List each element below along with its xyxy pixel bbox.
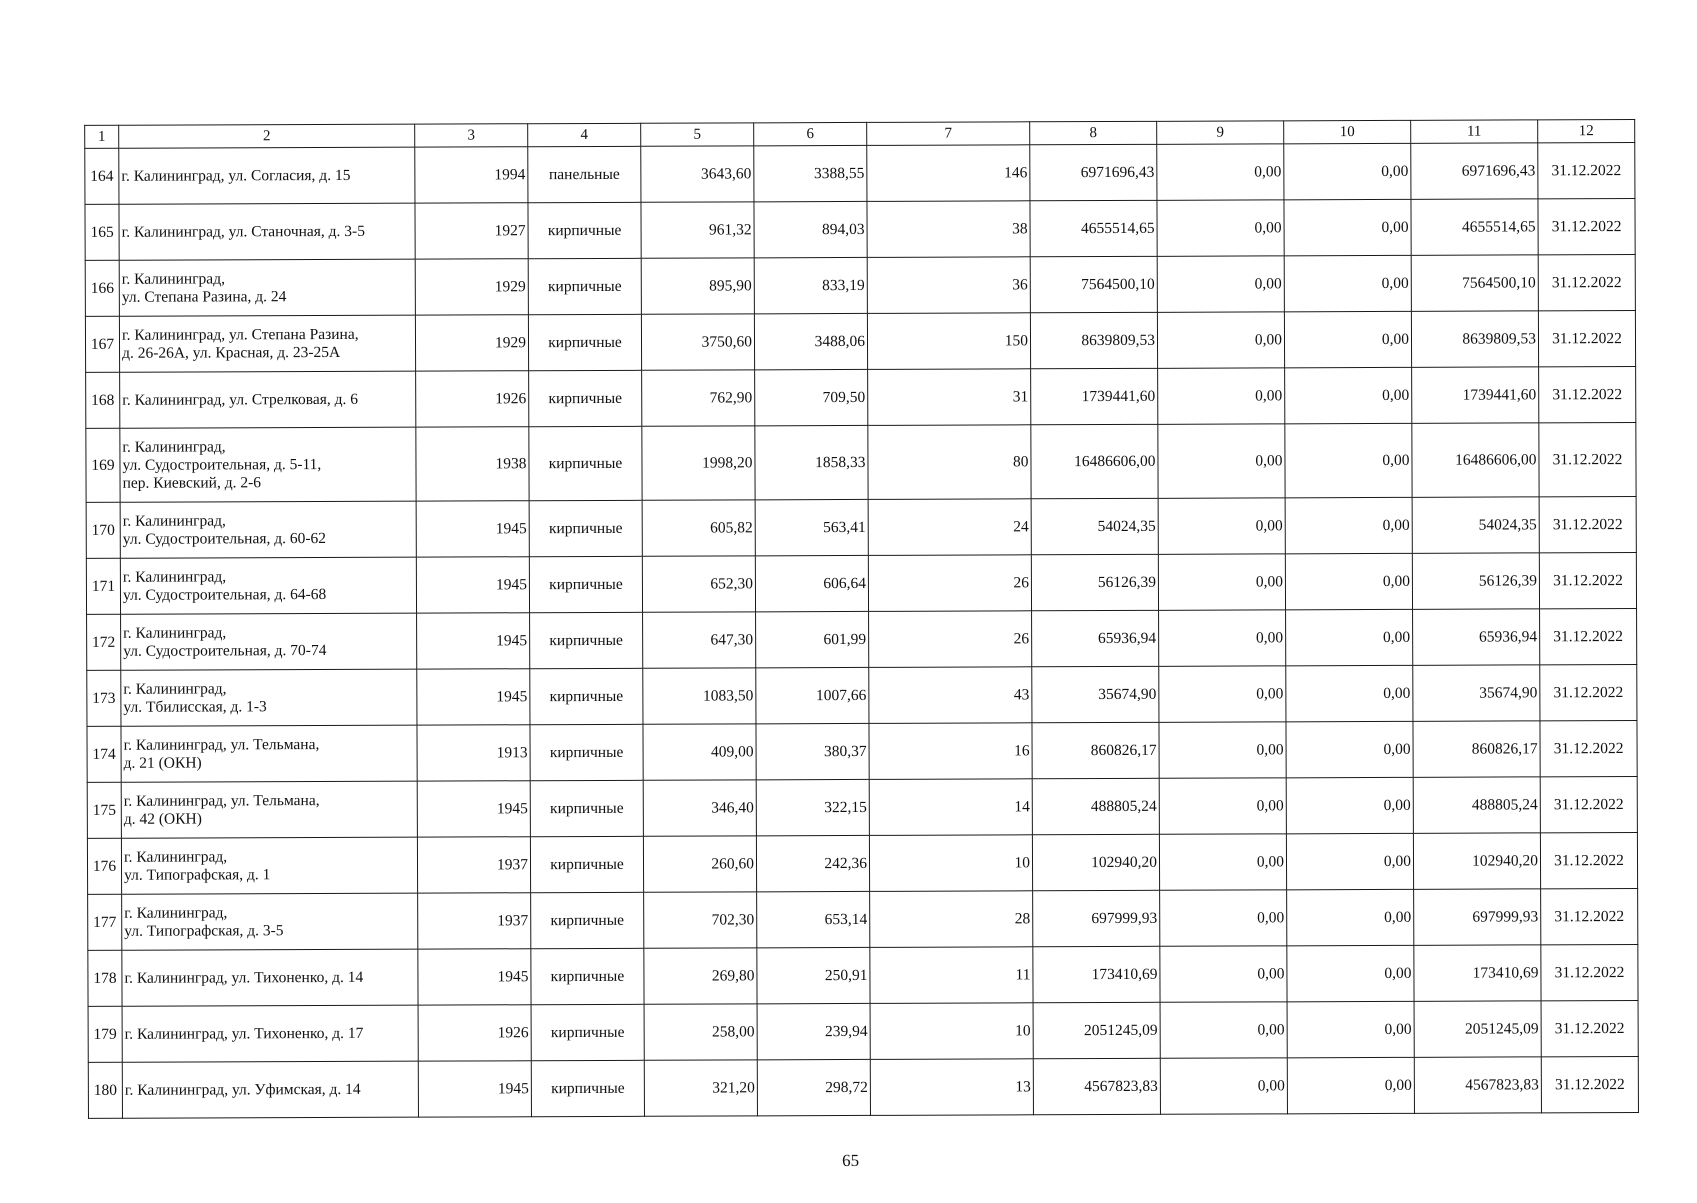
living-area-cell: 322,15: [756, 779, 869, 835]
year-cell: 1929: [415, 259, 528, 315]
completion-date-cell: 31.12.2022: [1538, 254, 1635, 310]
area-cell: 258,00: [644, 1004, 757, 1060]
area-cell: 605,82: [642, 500, 755, 556]
residents-cell: 146: [867, 145, 1030, 202]
cost-federal-cell: 0,00: [1157, 312, 1284, 368]
wall-material-cell: кирпичные: [528, 202, 641, 258]
cost-regional-cell: 0,00: [1284, 311, 1411, 367]
cost-total-cell: 56126,39: [1031, 554, 1158, 610]
area-cell: 647,30: [643, 612, 756, 668]
column-number: 10: [1284, 120, 1411, 143]
residents-cell: 26: [869, 611, 1032, 668]
year-cell: 1913: [417, 725, 530, 781]
address-cell: г. Калининград, ул. Типографская, д. 1: [121, 837, 417, 894]
table-row: [86, 422, 1636, 502]
cost-regional-cell: 0,00: [1286, 665, 1413, 721]
wall-material-cell: кирпичные: [531, 892, 644, 948]
area-cell: 346,40: [643, 780, 756, 836]
cost-regional-cell: 0,00: [1285, 553, 1412, 609]
row-number-cell: 177: [88, 894, 122, 950]
wall-material-cell: кирпичные: [528, 258, 641, 314]
wall-material-cell: кирпичные: [531, 1004, 644, 1060]
completion-date-cell: 31.12.2022: [1540, 664, 1637, 720]
completion-date-cell: 31.12.2022: [1539, 366, 1636, 422]
row-number-cell: 180: [88, 1062, 122, 1118]
cost-local-cell: 4567823,83: [1414, 1057, 1541, 1113]
row-number-cell: 169: [86, 428, 120, 502]
address-cell: г. Калининград, ул. Судостроительная, д. 60-62: [120, 501, 416, 558]
residents-cell: 43: [869, 667, 1032, 724]
completion-date-cell: 31.12.2022: [1541, 1056, 1638, 1112]
residents-cell: 13: [870, 1059, 1033, 1116]
completion-date-cell: 31.12.2022: [1540, 776, 1637, 832]
column-number: 8: [1030, 121, 1157, 144]
cost-total-cell: 7564500,10: [1030, 256, 1157, 312]
cost-local-cell: 697999,93: [1414, 889, 1541, 945]
column-number: 2: [119, 124, 415, 148]
year-cell: 1937: [417, 837, 530, 893]
completion-date-cell: 31.12.2022: [1541, 888, 1638, 944]
cost-total-cell: 54024,35: [1031, 498, 1158, 554]
row-number-cell: 178: [88, 950, 122, 1006]
cost-regional-cell: 0,00: [1286, 721, 1413, 777]
table-row: [87, 832, 1637, 894]
area-cell: 895,90: [641, 258, 754, 314]
table-row: [86, 552, 1636, 614]
cost-local-cell: 35674,90: [1413, 665, 1540, 721]
completion-date-cell: 31.12.2022: [1539, 552, 1636, 608]
residents-cell: 26: [868, 555, 1031, 612]
cost-regional-cell: 0,00: [1285, 497, 1412, 553]
row-number-cell: 171: [86, 558, 120, 614]
cost-federal-cell: 0,00: [1159, 722, 1286, 778]
cost-total-cell: 6971696,43: [1030, 144, 1157, 200]
cost-local-cell: 65936,94: [1413, 609, 1540, 665]
living-area-cell: 1007,66: [756, 667, 869, 723]
residents-cell: 31: [868, 369, 1031, 426]
address-cell: г. Калининград, ул. Судостроительная, д. 70-74: [121, 613, 417, 670]
table-row: [86, 366, 1636, 428]
table-row: [85, 254, 1635, 316]
area-cell: 961,32: [641, 202, 754, 258]
year-cell: 1938: [416, 427, 529, 501]
residents-cell: 10: [869, 835, 1032, 892]
row-number-cell: 173: [87, 670, 121, 726]
cost-regional-cell: 0,00: [1286, 833, 1413, 889]
cost-federal-cell: 0,00: [1160, 890, 1287, 946]
cost-total-cell: 8639809,53: [1030, 312, 1157, 368]
row-number-cell: 176: [87, 838, 121, 894]
year-cell: 1945: [417, 781, 530, 837]
row-number-cell: 166: [85, 260, 119, 316]
cost-federal-cell: 0,00: [1157, 200, 1284, 256]
table-row: [88, 1056, 1638, 1118]
cost-federal-cell: 0,00: [1158, 554, 1285, 610]
column-number: 5: [641, 123, 754, 146]
cost-federal-cell: 0,00: [1158, 424, 1285, 498]
living-area-cell: 250,91: [757, 947, 870, 1003]
cost-local-cell: 54024,35: [1412, 497, 1539, 553]
cost-total-cell: 173410,69: [1033, 946, 1160, 1002]
cost-federal-cell: 0,00: [1159, 610, 1286, 666]
cost-federal-cell: 0,00: [1158, 368, 1285, 424]
cost-total-cell: 697999,93: [1033, 890, 1160, 946]
year-cell: 1945: [417, 669, 530, 725]
living-area-cell: 3488,06: [754, 313, 867, 369]
year-cell: 1945: [416, 501, 529, 557]
row-number-cell: 165: [85, 204, 119, 260]
area-cell: 762,90: [642, 370, 755, 426]
year-cell: 1927: [415, 203, 528, 259]
table-row: [87, 720, 1637, 782]
cost-local-cell: 8639809,53: [1411, 311, 1538, 367]
row-number-cell: 170: [86, 502, 120, 558]
wall-material-cell: кирпичные: [530, 612, 643, 668]
completion-date-cell: 31.12.2022: [1538, 142, 1635, 198]
cost-local-cell: 16486606,00: [1412, 423, 1539, 497]
area-cell: 1998,20: [642, 426, 755, 500]
area-cell: 1083,50: [643, 668, 756, 724]
residents-cell: 10: [870, 1003, 1033, 1060]
year-cell: 1926: [418, 1005, 531, 1061]
cost-local-cell: 102940,20: [1413, 833, 1540, 889]
address-cell: г. Калининград, ул. Тбилисская, д. 1-3: [121, 669, 417, 726]
living-area-cell: 380,37: [756, 723, 869, 779]
housing-table: [84, 119, 1639, 1119]
completion-date-cell: 31.12.2022: [1538, 198, 1635, 254]
table-row: [88, 1000, 1638, 1062]
cost-local-cell: 6971696,43: [1411, 143, 1538, 199]
year-cell: 1929: [415, 315, 528, 371]
cost-local-cell: 488805,24: [1413, 777, 1540, 833]
table-body: [85, 119, 1639, 1118]
living-area-cell: 1858,33: [755, 425, 868, 499]
residents-cell: 11: [870, 947, 1033, 1004]
wall-material-cell: панельные: [528, 146, 641, 202]
cost-federal-cell: 0,00: [1159, 778, 1286, 834]
area-cell: 269,80: [644, 948, 757, 1004]
column-number: 12: [1538, 119, 1635, 142]
cost-regional-cell: 0,00: [1284, 143, 1411, 199]
area-cell: 260,60: [643, 836, 756, 892]
cost-regional-cell: 0,00: [1287, 945, 1414, 1001]
cost-federal-cell: 0,00: [1159, 834, 1286, 890]
area-cell: 321,20: [644, 1060, 757, 1116]
residents-cell: 150: [867, 313, 1030, 370]
cost-federal-cell: 0,00: [1159, 666, 1286, 722]
table-row: [85, 310, 1635, 372]
address-cell: г. Калининград, ул. Согласия, д. 15: [119, 147, 415, 204]
residents-cell: 38: [867, 201, 1030, 258]
row-number-cell: 174: [87, 726, 121, 782]
wall-material-cell: кирпичные: [531, 1060, 644, 1116]
cost-federal-cell: 0,00: [1157, 144, 1284, 200]
cost-regional-cell: 0,00: [1287, 889, 1414, 945]
row-number-cell: 175: [87, 782, 121, 838]
cost-regional-cell: 0,00: [1285, 423, 1412, 497]
living-area-cell: 894,03: [754, 201, 867, 257]
table-row: [87, 776, 1637, 838]
area-cell: 702,30: [644, 892, 757, 948]
row-number-cell: 168: [86, 372, 120, 428]
row-number-cell: 172: [87, 614, 121, 670]
column-number: 7: [867, 122, 1030, 146]
column-number: 6: [754, 122, 867, 145]
table-row: [88, 944, 1638, 1006]
cost-regional-cell: 0,00: [1287, 1057, 1414, 1113]
cost-local-cell: 7564500,10: [1411, 255, 1538, 311]
wall-material-cell: кирпичные: [528, 314, 641, 370]
completion-date-cell: 31.12.2022: [1539, 422, 1636, 496]
cost-total-cell: 488805,24: [1032, 778, 1159, 834]
cost-total-cell: 4655514,65: [1030, 200, 1157, 256]
cost-total-cell: 102940,20: [1032, 834, 1159, 890]
completion-date-cell: 31.12.2022: [1540, 832, 1637, 888]
residents-cell: 16: [869, 723, 1032, 780]
completion-date-cell: 31.12.2022: [1541, 944, 1638, 1000]
cost-regional-cell: 0,00: [1287, 1001, 1414, 1057]
address-cell: г. Калининград, ул. Тельмана, д. 21 (ОКН): [121, 725, 417, 782]
living-area-cell: 601,99: [756, 611, 869, 667]
area-cell: 652,30: [642, 556, 755, 612]
address-cell: г. Калининград, ул. Тихоненко, д. 14: [122, 949, 418, 1006]
wall-material-cell: кирпичные: [529, 370, 642, 426]
wall-material-cell: кирпичные: [529, 500, 642, 556]
cost-regional-cell: 0,00: [1285, 367, 1412, 423]
living-area-cell: 242,36: [756, 835, 869, 891]
cost-total-cell: 35674,90: [1032, 666, 1159, 722]
cost-local-cell: 2051245,09: [1414, 1001, 1541, 1057]
year-cell: 1945: [416, 557, 529, 613]
cost-federal-cell: 0,00: [1160, 1002, 1287, 1058]
living-area-cell: 833,19: [754, 257, 867, 313]
address-cell: г. Калининград, ул. Судостроительная, д. 5-11, пер. Киевский, д. 2-6: [120, 427, 416, 502]
address-cell: г. Калининград, ул. Стрелковая, д. 6: [120, 371, 416, 428]
year-cell: 1937: [418, 893, 531, 949]
wall-material-cell: кирпичные: [531, 948, 644, 1004]
cost-local-cell: 173410,69: [1414, 945, 1541, 1001]
year-cell: 1945: [418, 949, 531, 1005]
cost-total-cell: 860826,17: [1032, 722, 1159, 778]
cost-regional-cell: 0,00: [1284, 255, 1411, 311]
cost-total-cell: 16486606,00: [1031, 424, 1158, 498]
wall-material-cell: кирпичные: [530, 836, 643, 892]
cost-federal-cell: 0,00: [1157, 256, 1284, 312]
living-area-cell: 606,64: [755, 555, 868, 611]
column-number: 3: [415, 124, 528, 147]
cost-total-cell: 4567823,83: [1033, 1058, 1160, 1114]
column-number: 9: [1157, 121, 1284, 144]
completion-date-cell: 31.12.2022: [1538, 310, 1635, 366]
table-row: [85, 198, 1635, 260]
completion-date-cell: 31.12.2022: [1539, 496, 1636, 552]
residents-cell: 28: [870, 891, 1033, 948]
living-area-cell: 3388,55: [754, 145, 867, 201]
area-cell: 3750,60: [641, 314, 754, 370]
cost-local-cell: 4655514,65: [1411, 199, 1538, 255]
cost-total-cell: 2051245,09: [1033, 1002, 1160, 1058]
table-row: [87, 664, 1637, 726]
column-number: 1: [85, 125, 119, 148]
living-area-cell: 298,72: [757, 1059, 870, 1115]
completion-date-cell: 31.12.2022: [1540, 608, 1637, 664]
row-number-cell: 164: [85, 148, 119, 204]
address-cell: г. Калининград, ул. Уфимская, д. 14: [122, 1061, 418, 1118]
cost-total-cell: 1739441,60: [1031, 368, 1158, 424]
wall-material-cell: кирпичные: [529, 556, 642, 612]
page-number: 65: [842, 1150, 860, 1171]
column-number: 11: [1411, 120, 1538, 143]
address-cell: г. Калининград, ул. Тихоненко, д. 17: [122, 1005, 418, 1062]
row-number-cell: 179: [88, 1006, 122, 1062]
table-row: [88, 888, 1638, 950]
area-cell: 3643,60: [641, 146, 754, 202]
wall-material-cell: кирпичные: [530, 668, 643, 724]
completion-date-cell: 31.12.2022: [1540, 720, 1637, 776]
year-cell: 1994: [415, 147, 528, 203]
living-area-cell: 563,41: [755, 499, 868, 555]
table-row: [87, 608, 1637, 670]
wall-material-cell: кирпичные: [530, 780, 643, 836]
residents-cell: 80: [868, 425, 1031, 500]
cost-local-cell: 1739441,60: [1412, 367, 1539, 423]
cost-federal-cell: 0,00: [1160, 946, 1287, 1002]
year-cell: 1926: [416, 371, 529, 427]
wall-material-cell: кирпичные: [530, 724, 643, 780]
residents-cell: 14: [869, 779, 1032, 836]
address-cell: г. Калининград, ул. Типографская, д. 3-5: [122, 893, 418, 950]
address-cell: г. Калининград, ул. Станочная, д. 3-5: [119, 203, 415, 260]
address-cell: г. Калининград, ул. Тельмана, д. 42 (ОКН): [121, 781, 417, 838]
address-cell: г. Калининград, ул. Степана Разина, д. 24: [119, 259, 415, 316]
cost-federal-cell: 0,00: [1158, 498, 1285, 554]
row-number-cell: 167: [85, 316, 119, 372]
cost-total-cell: 65936,94: [1032, 610, 1159, 666]
residents-cell: 36: [867, 257, 1030, 314]
table-row: [86, 496, 1636, 558]
address-cell: г. Калининград, ул. Судостроительная, д. 64-68: [120, 557, 416, 614]
address-cell: г. Калининград, ул. Степана Разина, д. 26-26А, ул. Красная, д. 23-25А: [119, 315, 415, 372]
table-row: [85, 142, 1635, 204]
living-area-cell: 239,94: [757, 1003, 870, 1059]
cost-federal-cell: 0,00: [1160, 1058, 1287, 1114]
cost-regional-cell: 0,00: [1286, 777, 1413, 833]
cost-local-cell: 860826,17: [1413, 721, 1540, 777]
area-cell: 409,00: [643, 724, 756, 780]
living-area-cell: 653,14: [757, 891, 870, 947]
living-area-cell: 709,50: [755, 369, 868, 425]
completion-date-cell: 31.12.2022: [1541, 1000, 1638, 1056]
residents-cell: 24: [868, 499, 1031, 556]
year-cell: 1945: [417, 613, 530, 669]
cost-regional-cell: 0,00: [1284, 199, 1411, 255]
year-cell: 1945: [418, 1061, 531, 1117]
cost-regional-cell: 0,00: [1286, 609, 1413, 665]
cost-local-cell: 56126,39: [1412, 553, 1539, 609]
wall-material-cell: кирпичные: [529, 426, 642, 500]
column-number: 4: [528, 123, 641, 146]
